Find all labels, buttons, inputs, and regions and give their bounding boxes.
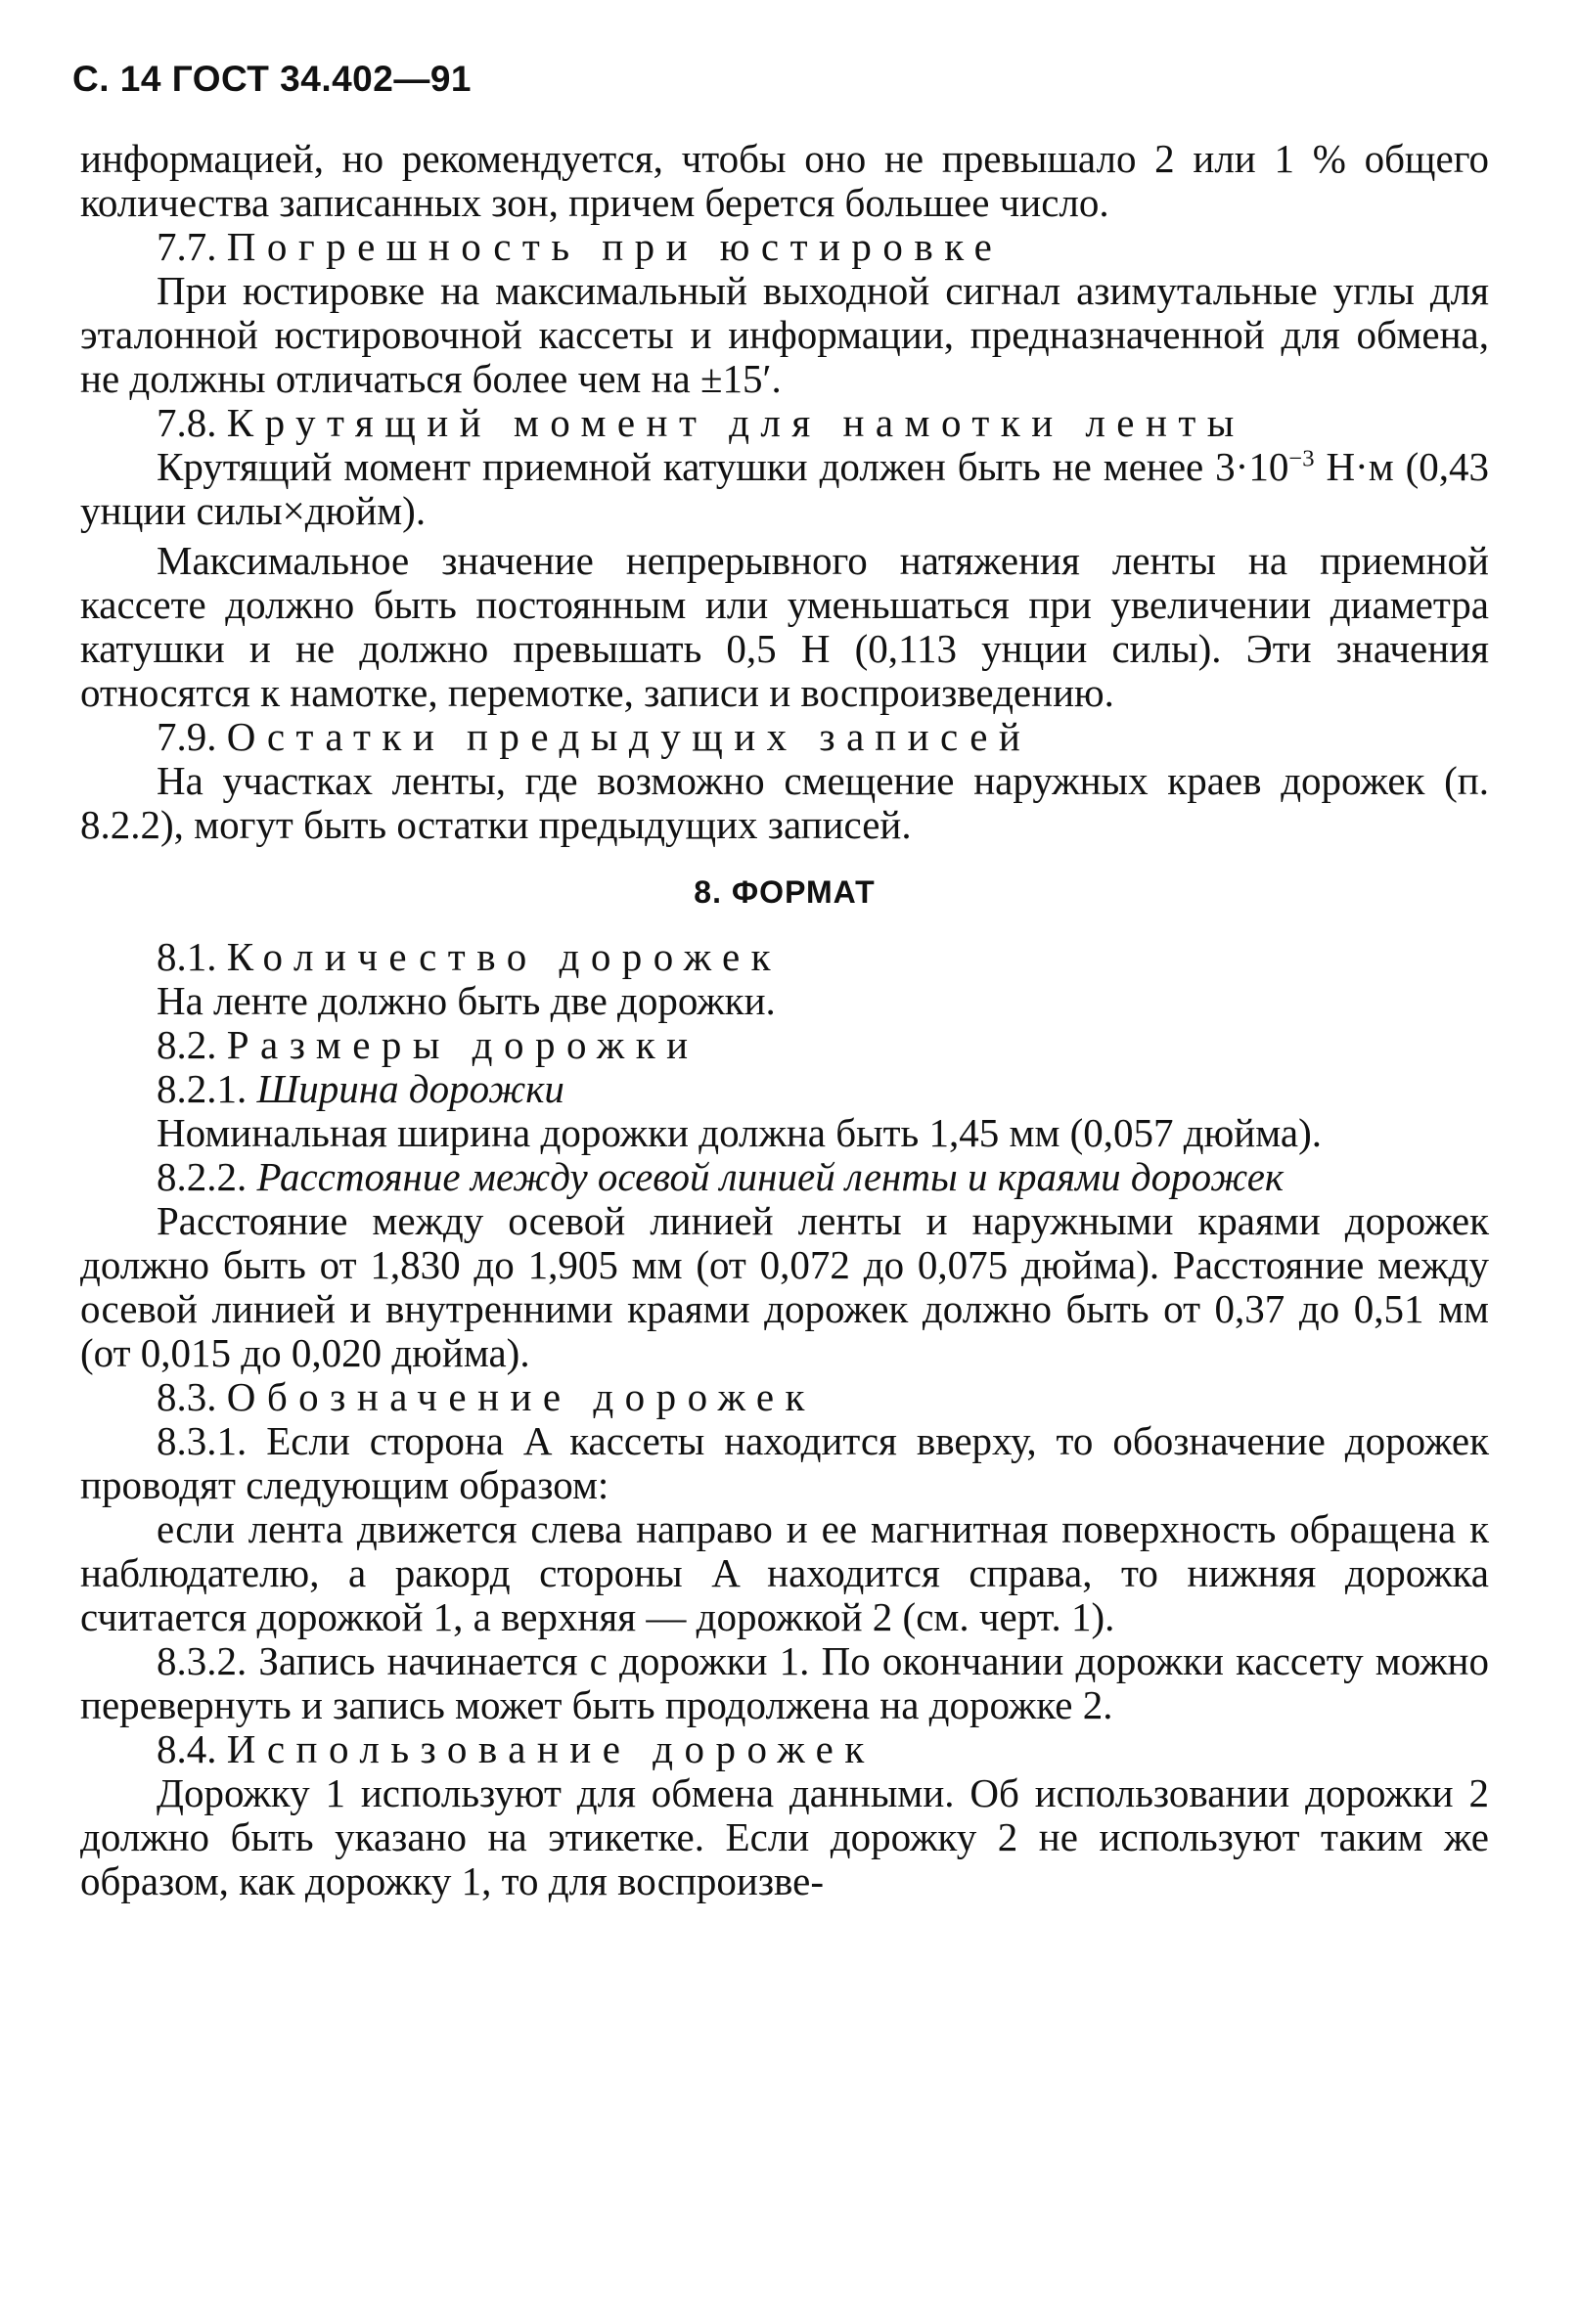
subsection-number: 8.3. xyxy=(157,1374,217,1419)
subsection-8-2-2-heading xyxy=(80,1155,1489,1199)
paragraph-torque xyxy=(80,445,1489,533)
subsection-title: Количество дорожек xyxy=(226,934,783,979)
subsection-number: 8.1. xyxy=(157,934,217,979)
subsection-8-1-heading xyxy=(80,935,1489,979)
subsection-7-8-heading xyxy=(80,401,1489,445)
section-8-title: 8. ФОРМАТ xyxy=(694,874,876,910)
subsection-title: Погрешность при юстировке xyxy=(226,224,1004,269)
paragraph-continuation: информацией, но рекомендуется, чтобы оно не превышало 2 или 1 % общего количества записанных зон, причем берется большее число. xyxy=(80,136,1489,225)
subsection-8-4-heading xyxy=(80,1727,1489,1771)
subsection-8-2-1-heading xyxy=(80,1067,1489,1111)
subsection-title: Использование дорожек xyxy=(226,1726,876,1771)
subsection-title: Крутящий момент для намотки ленты xyxy=(226,400,1245,445)
paragraph: 8.3.2. Запись начинается с дорожки 1. По окончании дорожки кассету можно перевернуть и запись может быть продолжена на дорожке 2. xyxy=(80,1638,1489,1727)
subsection-title: Остатки предыдущих записей xyxy=(226,714,1032,759)
subsection-7-7-heading xyxy=(80,225,1489,269)
paragraph-text: Крутящий момент приемной катушки должен быть не менее 3·10 xyxy=(157,444,1289,489)
paragraph: 8.3.1. Если сторона A кассеты находится вверху, то обозначение дорожек проводят следующим образом: xyxy=(80,1418,1489,1507)
subsection-number: 7.9. xyxy=(157,714,217,759)
paragraph: если лента движется слева направо и ее магнитная поверхность обращена к наблюдателю, а ракорд стороны A находится справа, то нижняя дорожка считается дорожкой 1, а верхняя — дорожкой 2 (см. черт. 1). xyxy=(80,1506,1489,1639)
subsection-number: 8.2.2. xyxy=(157,1154,248,1199)
running-head: С. 14 ГОСТ 34.402—91 xyxy=(72,59,472,99)
subsection-8-2-heading xyxy=(80,1023,1489,1067)
subsection-number: 7.8. xyxy=(157,400,217,445)
subsection-title: Ширина дорожки xyxy=(256,1066,564,1111)
paragraph: Номинальная ширина дорожки должна быть 1,45 мм (0,057 дюйма). xyxy=(157,1110,1323,1155)
paragraph-text: Н·м (0,43 унции силы×дюйм). xyxy=(80,444,1489,533)
paragraph: Дорожку 1 используют для обмена данными. Об использовании дорожки 2 должно быть указано на этикетке. Если дорожку 2 не используют таким же образом, как дорожку 1, то для воспроизве- xyxy=(80,1770,1489,1903)
subsection-7-9-heading xyxy=(80,715,1489,759)
paragraph: При юстировке на максимальный выходной сигнал азимутальные углы для эталонной юстировочной кассеты и информации, предназначенной для обмена, не должны отличаться более чем на ±15′. xyxy=(80,268,1489,401)
paragraph: На ленте должно быть две дорожки. xyxy=(157,978,776,1023)
paragraph: Максимальное значение непрерывного натяжения ленты на приемной кассете должно быть постоянным или уменьшаться при увеличении диаметра катушки и не должно превышать 0,5 Н (0,113 унции силы). Эти значения относятся к намотке, перемотке, записи и воспроизведению. xyxy=(80,538,1489,715)
subsection-title: Обозначение дорожек xyxy=(226,1374,816,1419)
subsection-title: Размеры дорожки xyxy=(226,1022,699,1067)
subsection-number: 8.2.1. xyxy=(157,1066,248,1111)
body-text xyxy=(80,137,1489,1903)
exponent: −3 xyxy=(1288,445,1315,472)
paragraph: На участках ленты, где возможно смещение наружных краев дорожек (п. 8.2.2), могут быть остатки предыдущих записей. xyxy=(80,758,1489,847)
subsection-8-3-heading xyxy=(80,1375,1489,1419)
subsection-number: 8.4. xyxy=(157,1726,217,1771)
paragraph: Расстояние между осевой линией ленты и наружными краями дорожек должно быть от 1,830 до 1,905 мм (от 0,072 до 0,075 дюйма). Расстояние между осевой линией и внутренними краями дорожек должно быть от 0,37 до 0,51 мм (от 0,015 до 0,020 дюйма). xyxy=(80,1198,1489,1375)
subsection-number: 8.2. xyxy=(157,1022,217,1067)
subsection-title: Расстояние между осевой линией ленты и краями дорожек xyxy=(256,1154,1285,1199)
subsection-number: 7.7. xyxy=(157,224,217,269)
